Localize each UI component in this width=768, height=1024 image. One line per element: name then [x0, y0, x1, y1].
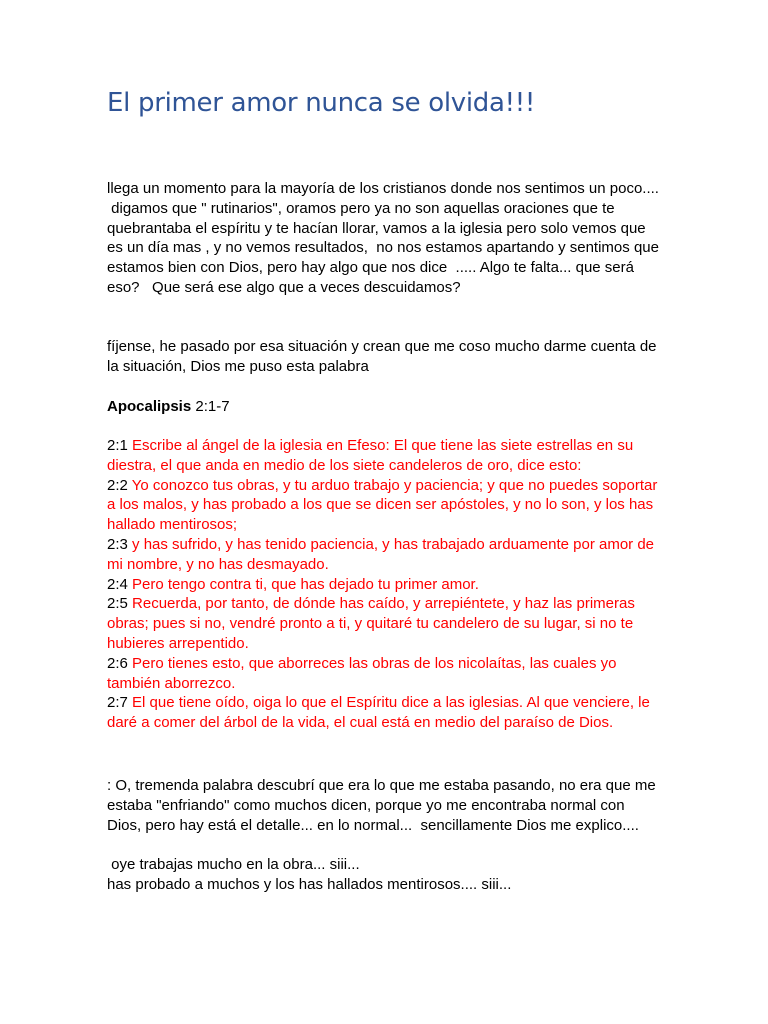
intro-line: quebrantaba el espíritu y te hacían llorar, vamos a la iglesia pero solo vemos que — [107, 219, 646, 237]
verses-block — [107, 436, 707, 733]
reflection-line: : O, tremenda palabra descubrí que era lo que me estaba pasando, no era que me — [107, 777, 656, 794]
verse-text: Pero tienes esto, que aborreces las obras de los nicolaítas, las cuales yo — [127, 654, 617, 672]
verse-text: obras; pues si no, vendré pronto a ti, y quitaré tu candelero de su lugar, si no te — [107, 615, 634, 633]
verse-text: Recuerda, por tanto, de dónde has caído, y arrepiéntete, y haz las primeras — [127, 595, 635, 613]
verse-2-2-line — [107, 476, 707, 496]
closing-line: oye trabajas mucho en la obra... siii... — [107, 856, 360, 873]
verse-text: también aborrezco. — [107, 674, 236, 692]
intro-line: eso? Que será ese algo que a veces descuidamos? — [107, 278, 461, 296]
verse-number: 2:3 — [107, 535, 128, 553]
closing-paragraph — [107, 855, 707, 895]
situation-line: la situación, Dios me puso esta palabra — [107, 357, 369, 375]
reflection-paragraph — [107, 776, 707, 835]
verse-text: diestra, el que anda en medio de los siete candeleros de oro, dice esto: — [107, 456, 582, 474]
verse-number: 2:6 — [107, 654, 128, 672]
document-title: El primer amor nunca se olvida!!! — [107, 88, 536, 118]
scripture-reference — [107, 397, 707, 417]
verse-text: daré a comer del árbol de la vida, el cual está en medio del paraíso de Dios. — [107, 714, 614, 732]
verse-number: 2:2 — [107, 476, 128, 494]
verse-text: Escribe al ángel de la iglesia en Efeso: El que tiene las siete estrellas en su — [127, 437, 634, 454]
reference-book: Apocalipsis — [107, 398, 192, 415]
verse-2-1-line — [107, 436, 707, 456]
reflection-line: estaba "enfriando" como muchos dicen, porque yo me encontraba normal con — [107, 796, 625, 814]
verse-text: a los malos, y has probado a los que se dicen ser apóstoles, y no lo son, y los has — [107, 496, 654, 514]
verse-number: 2:1 — [107, 437, 128, 454]
verse-text: y has sufrido, y has tenido paciencia, y has trabajado arduamente por amor de — [127, 535, 655, 553]
verse-text: mi nombre, y no has desmayado. — [107, 555, 329, 573]
verse-2-6-line — [107, 654, 707, 674]
intro-line: es un día mas , y no vemos resultados, no nos estamos apartando y sentimos que — [107, 239, 659, 257]
verse-2-7-line — [107, 693, 707, 713]
verse-text: Yo conozco tus obras, y tu arduo trabajo y paciencia; y que no puedes soportar — [127, 476, 658, 494]
intro-line: digamos que " rutinarios", oramos pero ya no son aquellas oraciones que te — [107, 199, 615, 217]
verse-text: hallado mentirosos; — [107, 516, 238, 534]
verse-text: El que tiene oído, oiga lo que el Espíritu dice a las iglesias. Al que venciere, le — [127, 694, 650, 712]
situation-paragraph — [107, 337, 707, 377]
verse-number: 2:4 — [107, 575, 128, 593]
intro-line: estamos bien con Dios, pero hay algo que nos dice ..... Algo te falta... que será — [107, 259, 634, 277]
verse-2-5-line — [107, 594, 707, 614]
verse-number: 2:7 — [107, 694, 128, 712]
verse-text: Pero tengo contra ti, que has dejado tu primer amor. — [127, 575, 479, 593]
verse-2-3-line — [107, 535, 707, 555]
verse-text: hubieres arrepentido. — [107, 634, 249, 652]
intro-line: llega un momento para la mayoría de los cristianos donde nos sentimos un poco.... — [107, 180, 659, 197]
reference-passage: 2:1-7 — [191, 398, 230, 415]
closing-line: has probado a muchos y los has hallados mentirosos.... siii... — [107, 875, 512, 893]
intro-paragraph — [107, 179, 707, 298]
situation-line: fíjense, he pasado por esa situación y crean que me coso mucho darme cuenta de — [107, 338, 657, 355]
verse-2-4-line — [107, 575, 707, 595]
verse-number: 2:5 — [107, 595, 128, 613]
reflection-line: Dios, pero hay está el detalle... en lo normal... sencillamente Dios me explico.... — [107, 816, 639, 834]
